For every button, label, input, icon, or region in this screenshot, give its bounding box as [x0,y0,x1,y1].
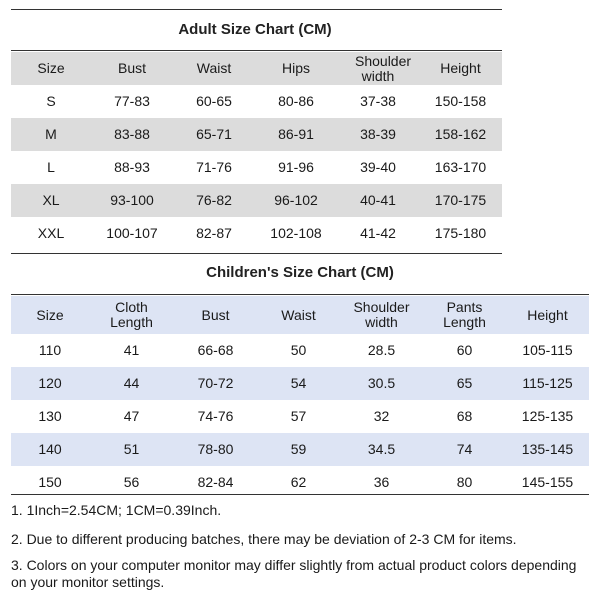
adult-size-table [11,52,502,250]
table-cell: 54 [257,367,340,400]
table-cell: 158-162 [419,118,502,151]
table-cell: 41-42 [360,225,396,241]
table-cell: 34.5 [340,433,423,466]
table-cell: 175-180 [434,225,487,241]
table-cell: 37-38 [360,93,396,109]
table-cell: 30.5 [340,367,423,400]
table-cell: 100-107 [106,225,158,241]
table-cell: 38-39 [337,118,419,151]
table-cell: 41 [123,342,140,358]
table-cell: 80 [456,474,473,490]
table-row [11,334,589,367]
table-cell: 36 [373,474,390,490]
table-cell: 74 [423,433,506,466]
children-size-table [11,296,589,499]
table-cell: 44 [89,367,174,400]
note-item: 1. 1Inch=2.54CM; 1CM=0.39Inch. [11,502,222,518]
table-cell: 76-82 [173,184,255,217]
table-row [11,217,502,250]
table-cell: 65-71 [173,118,255,151]
table-cell: 56 [123,474,140,490]
table-cell: 65 [423,367,506,400]
table-cell: 57 [290,408,307,424]
table-cell: 135-145 [506,433,589,466]
table-cell: 125-135 [521,408,574,424]
table-cell: 51 [89,433,174,466]
table-cell: 59 [257,433,340,466]
table-cell: 102-108 [270,225,322,241]
table-cell: 60-65 [196,93,232,109]
top-rule [11,9,502,10]
table-cell: 68 [456,408,473,424]
children-chart-title: Children's Size Chart (CM) [206,264,394,281]
children-header-waist: Waist [257,296,340,334]
table-cell: 120 [11,367,89,400]
table-cell: 86-91 [255,118,337,151]
table-cell: 78-80 [174,433,257,466]
table-cell: 105-115 [522,342,573,358]
table-row [11,85,502,118]
table-cell: 77-83 [114,93,150,109]
table-cell: 70-72 [174,367,257,400]
table-cell: 82-84 [197,474,234,490]
adult-header-row [11,52,502,85]
table-cell: 91-96 [278,159,314,175]
table-cell: S [46,93,56,109]
table-cell: 66-68 [197,342,234,358]
table-cell: 40-41 [337,184,419,217]
note-item: 2. Due to different producing batches, there may be deviation of 2-3 CM for items. [11,531,517,547]
table-cell: 96-102 [255,184,337,217]
table-cell: 82-87 [196,225,232,241]
adult-header-size: Size [11,52,91,85]
adult-header-bust: Bust [91,52,173,85]
table-cell: 163-170 [434,159,487,175]
children-header-pants-length: Pants Length [423,296,506,334]
children-header-bust: Bust [174,296,257,334]
table-row [11,151,502,184]
table-cell: 140 [11,433,89,466]
table-cell: 150-158 [434,93,487,109]
table-row [11,400,589,433]
children-header-height: Height [506,296,589,334]
table-cell: 83-88 [91,118,173,151]
table-cell: 115-125 [506,367,589,400]
children-table-bottom-rule [11,494,589,495]
table-cell: M [11,118,91,151]
children-table-top-rule [11,294,589,295]
table-cell: 32 [373,408,390,424]
table-cell: L [47,159,55,175]
table-row [11,184,502,217]
table-cell: 28.5 [367,342,396,358]
table-cell: 60 [456,342,473,358]
table-cell: 110 [38,342,62,358]
children-header-cloth-length: Cloth Length [89,296,174,334]
table-cell: 170-175 [419,184,502,217]
children-header-size: Size [11,296,89,334]
table-cell: 62 [290,474,307,490]
table-row [11,433,589,466]
note-item: 3. Colors on your computer monitor may differ slightly from actual product colors depending on your monitor settings. [11,557,577,590]
table-cell: 130 [38,408,62,424]
table-cell: 145-155 [521,474,574,490]
table-cell: 74-76 [197,408,234,424]
adult-table-top-rule [11,50,502,51]
table-cell: 71-76 [196,159,232,175]
children-header-row [11,296,589,334]
table-row [11,118,502,151]
adult-header-height: Height [419,52,502,85]
table-cell: 150 [38,474,62,490]
table-cell: 50 [290,342,307,358]
table-cell: XL [11,184,91,217]
table-cell: XXL [37,225,65,241]
children-header-shoulder: Shoulder width [340,296,423,334]
adult-header-shoulder: Shoulder width [337,52,419,85]
adult-chart-title: Adult Size Chart (CM) [178,21,332,38]
table-row [11,367,589,400]
table-cell: 80-86 [278,93,314,109]
adult-table-bottom-rule [11,253,502,254]
adult-header-waist: Waist [173,52,255,85]
adult-header-hips: Hips [255,52,337,85]
table-cell: 93-100 [91,184,173,217]
table-cell: 39-40 [360,159,396,175]
table-cell: 88-93 [114,159,150,175]
table-cell: 47 [123,408,140,424]
